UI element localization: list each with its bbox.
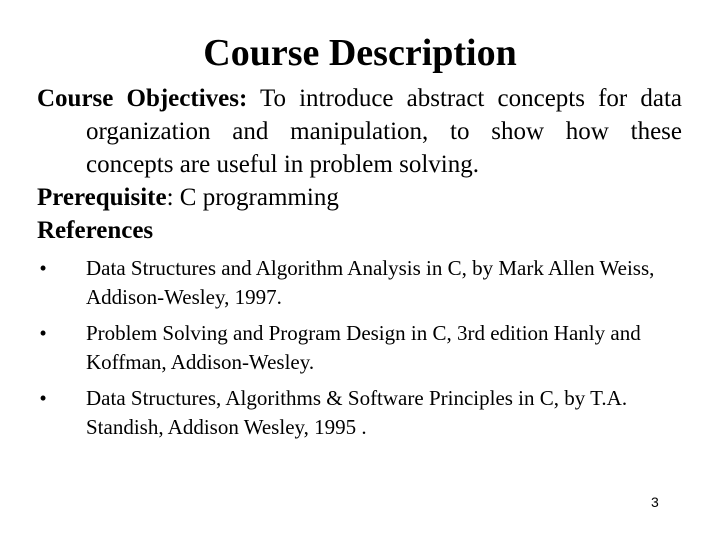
prerequisite-text: : C programming	[166, 184, 339, 211]
prerequisite	[37, 181, 682, 214]
slide-body	[37, 82, 682, 247]
reference-item	[37, 254, 682, 312]
bullet-icon: •	[39, 321, 47, 345]
references-heading: References	[37, 217, 154, 244]
course-objectives	[37, 82, 682, 181]
reference-text: Data Structures and Algorithm Analysis in C, by Mark Allen Weiss, Addison-Wesley, 1997.	[86, 256, 655, 309]
reference-text: Data Structures, Algorithms & Software Principles in C, by T.A. Standish, Addison Wesley, 1995 .	[86, 386, 628, 439]
prerequisite-label: Prerequisite	[37, 184, 167, 211]
reference-item	[37, 319, 682, 377]
slide-title: Course Description	[203, 32, 517, 74]
page-number: 3	[651, 494, 659, 510]
course-objectives-text: To introduce abstract concepts for data organization and manipulation, to show how these concepts are useful in problem solving.	[86, 85, 682, 178]
reference-text: Problem Solving and Program Design in C, 3rd edition Hanly and Koffman, Addison-Wesley.	[86, 321, 641, 374]
bullet-icon: •	[39, 386, 47, 410]
bullet-icon: •	[39, 256, 47, 280]
references-list	[37, 254, 682, 449]
course-objectives-label: Course Objectives:	[37, 85, 248, 112]
reference-item	[37, 384, 682, 442]
